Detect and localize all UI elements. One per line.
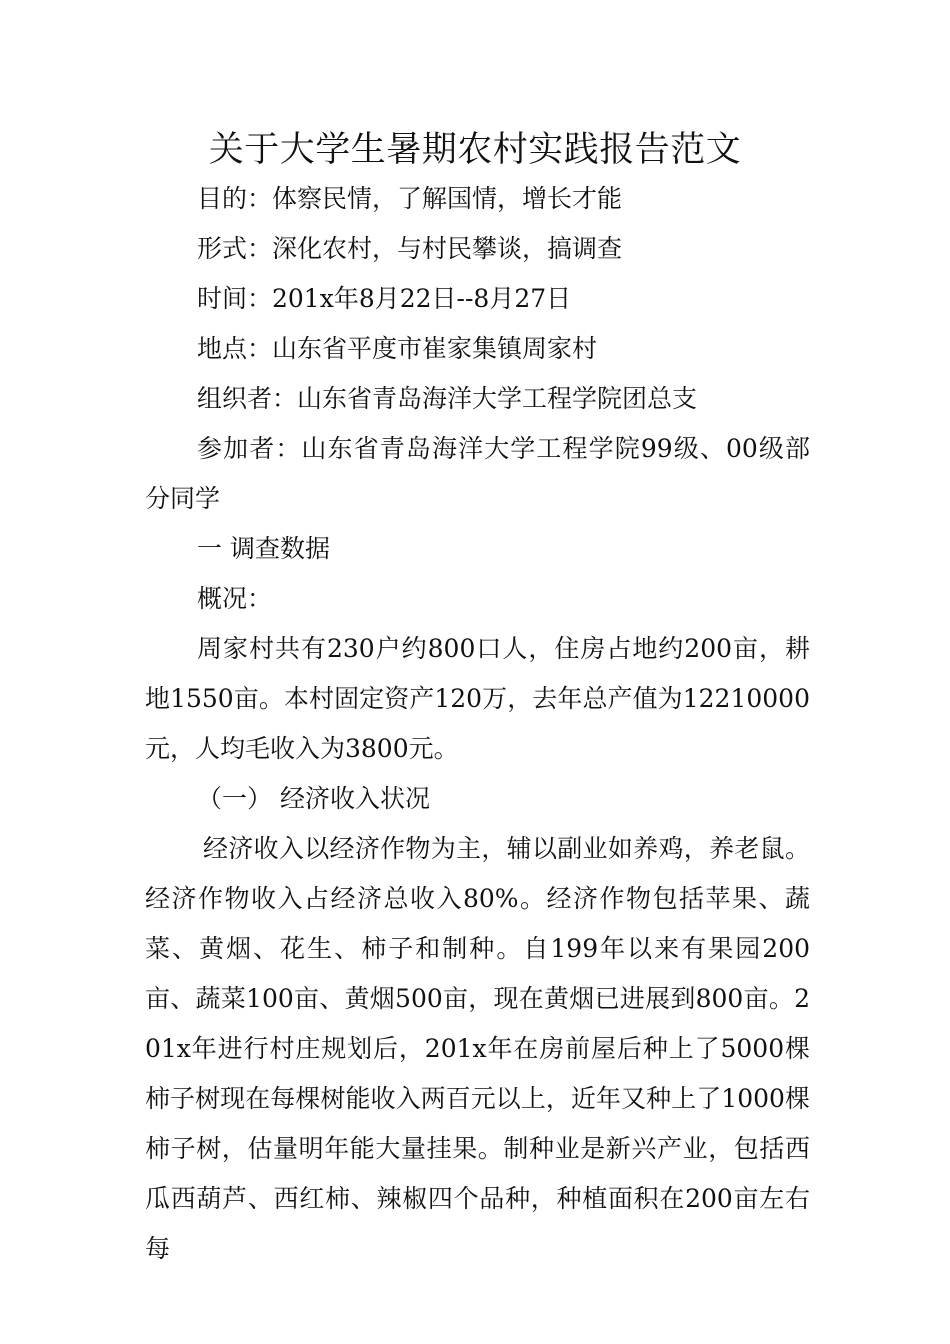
location-line: 地点：山东省平度市崔家集镇周家村 — [197, 334, 598, 363]
format-line: 形式：深化农村，与村民攀谈，搞调查 — [197, 234, 623, 263]
time-line: 时间：201x年8月22日--8月27日 — [197, 284, 572, 313]
income-paragraph: 经济收入以经济作物为主，辅以副业如养鸡，养老鼠。经济作物收入占经济总收入80%。经济作物包括苹果、蔬菜、黄烟、花生、柿子和制种。自199年以来有果园200亩、蔬菜100亩、黄烟500亩，现在黄烟已进展到800亩。201x年进行村庄规划后，201x年在房前屋后种上了5000棵柿子树现在每棵树能收入两百元以上，近年又种上了1000棵柿子树，估量明年能大量挂果。制种业是新兴产业，包括西瓜西葫芦、西红柿、辣椒四个品种，种植面积在200亩左右每 — [145, 834, 810, 1263]
organizer-line: 组织者：山东省青岛海洋大学工程学院团总支 — [197, 384, 698, 413]
subsection-heading: （一） 经济收入状况 — [197, 784, 430, 813]
document-title: 关于大学生暑期农村实践报告范文 — [208, 130, 742, 170]
section-heading: 一 调查数据 — [197, 534, 330, 563]
overview-paragraph: 周家村共有230户约800口人，住房占地约200亩，耕地1550亩。本村固定资产120万，去年总产值为12210000元，人均毛收入为3800元。 — [145, 634, 810, 763]
participants-line: 参加者：山东省青岛海洋大学工程学院99级、00级部分同学 — [145, 434, 810, 513]
purpose-line: 目的：体察民情，了解国情，增长才能 — [197, 184, 623, 213]
overview-label: 概况： — [197, 584, 273, 613]
document-body — [145, 174, 810, 1274]
